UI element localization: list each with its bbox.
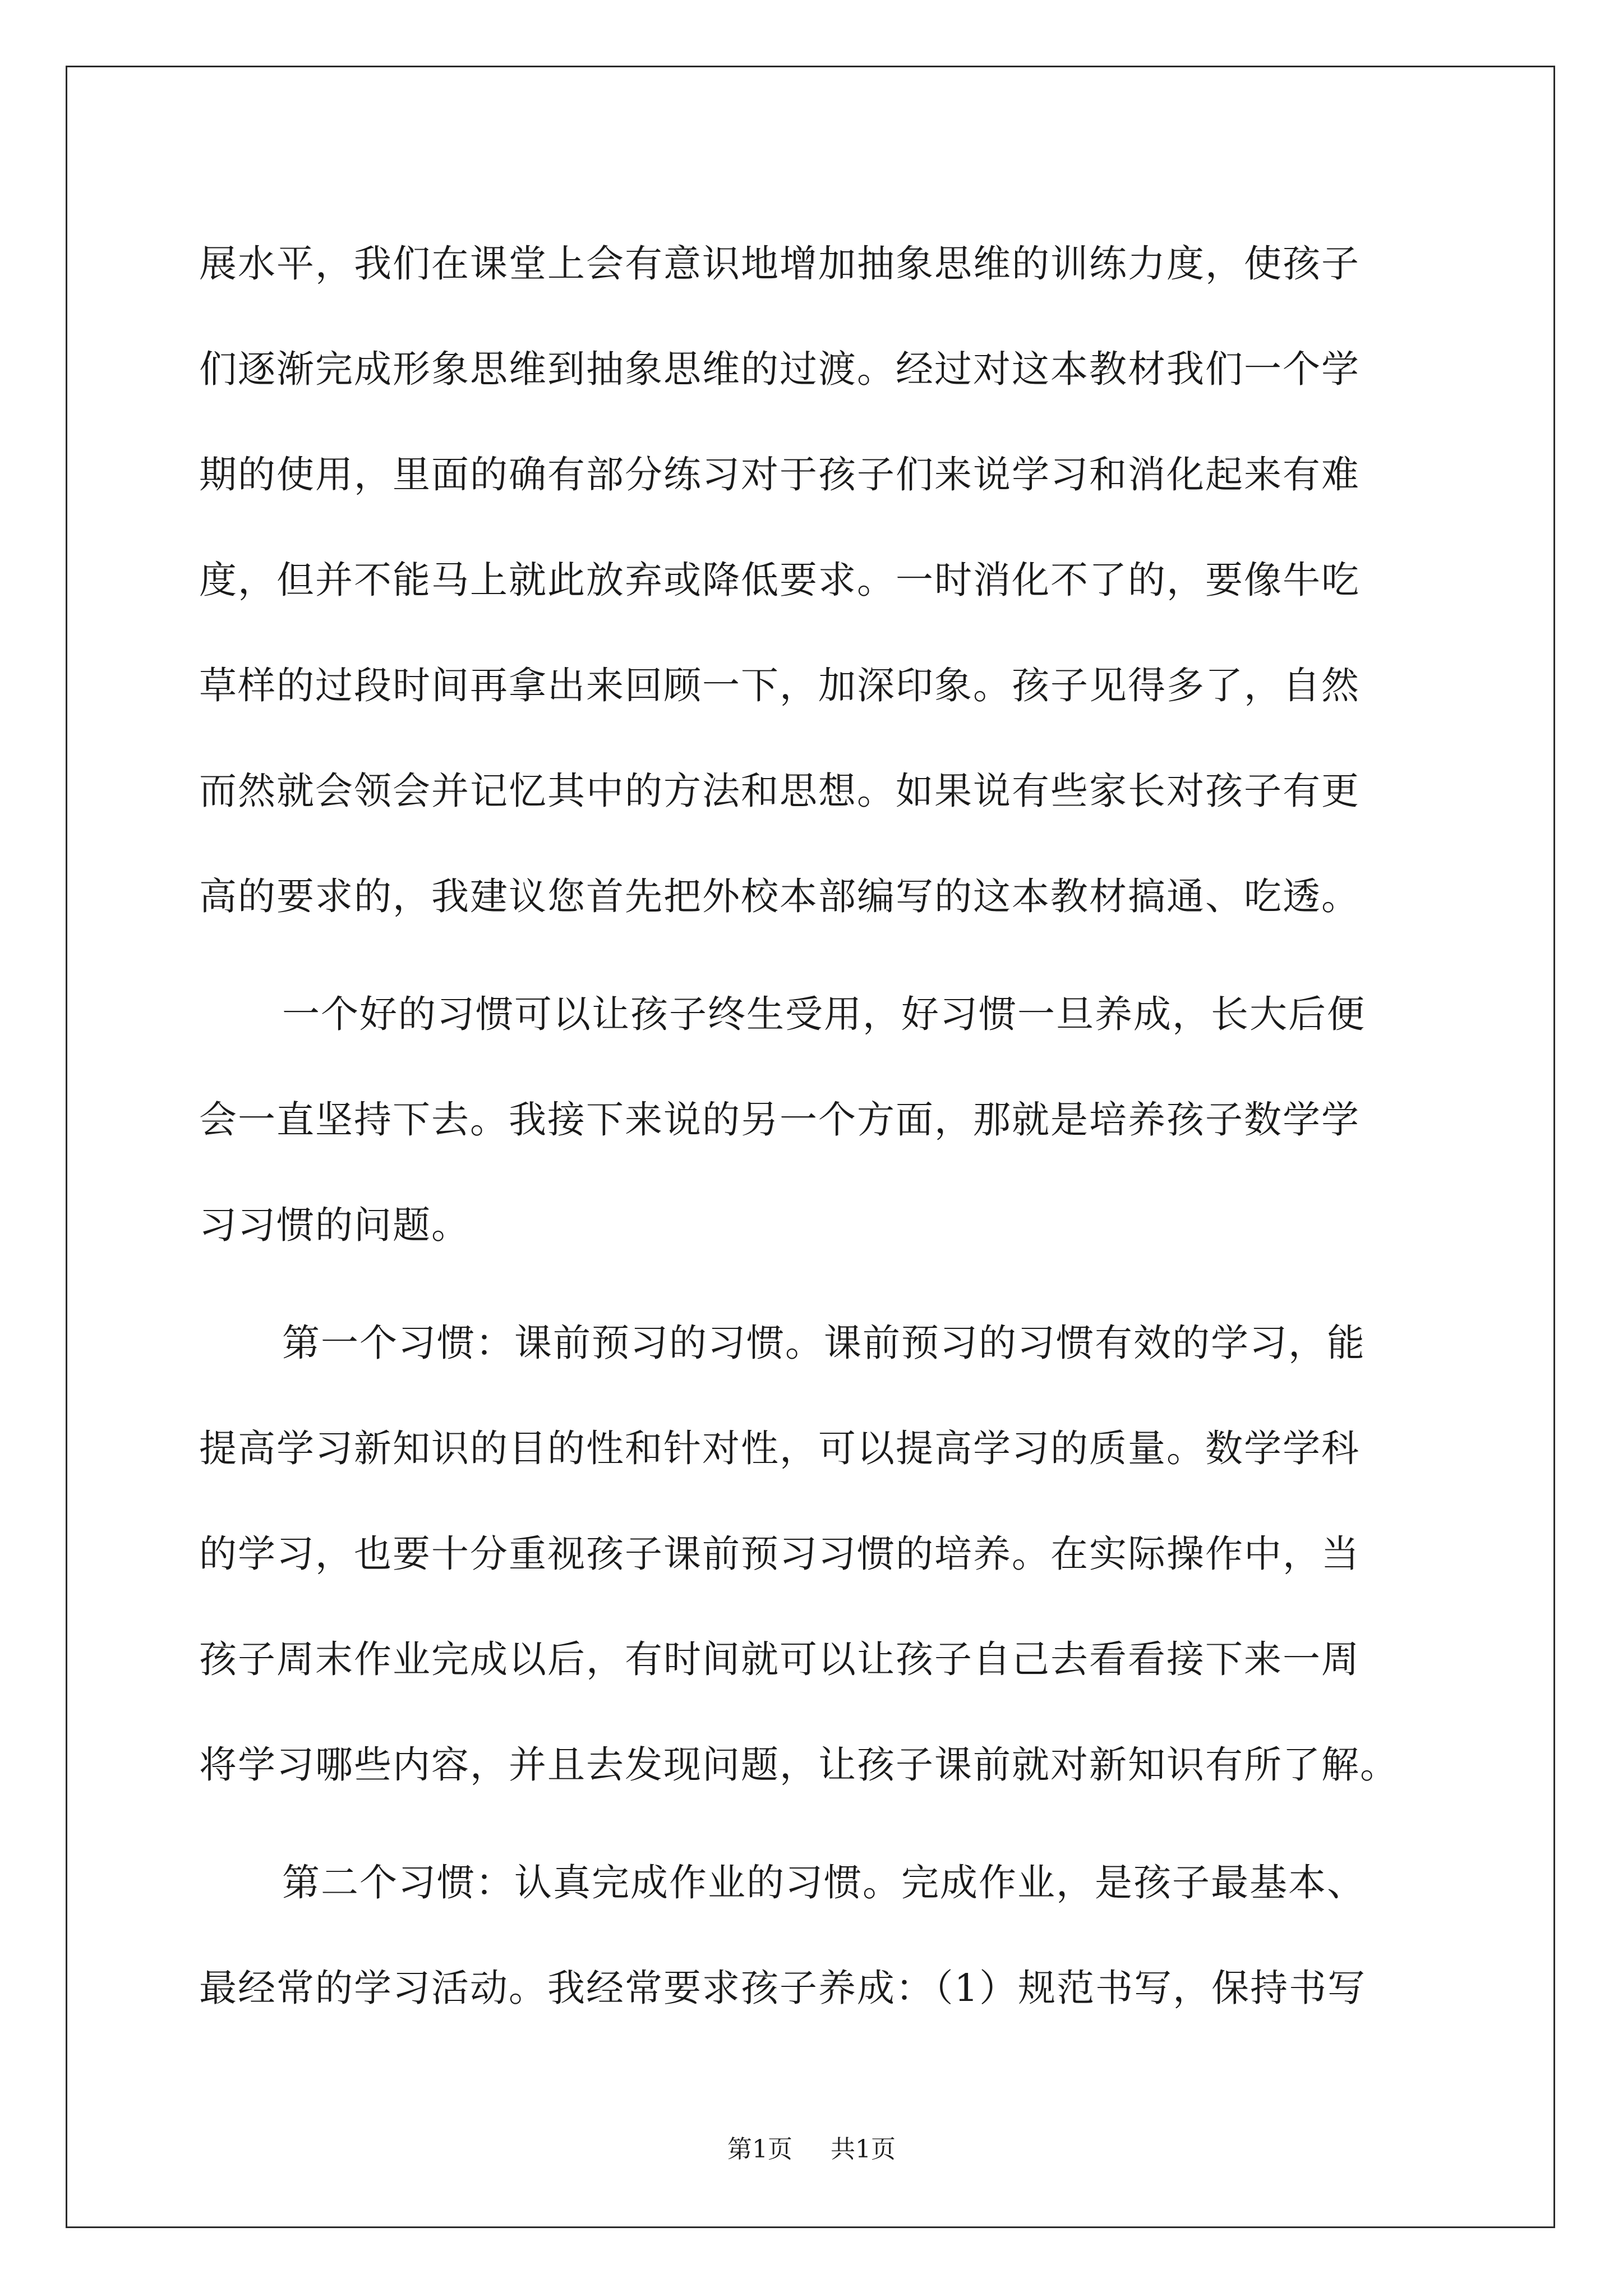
text-line: 第一个习惯：课前预习的习惯。课前预习的习惯有效的学习，能 — [282, 1321, 1366, 1365]
paragraph — [199, 961, 1438, 1278]
page-footer — [0, 2129, 1623, 2165]
text-line: 度，但并不能马上就此放弃或降低要求。一时消化不了的，要像牛吃 — [199, 558, 1360, 602]
text-line: 高的要求的，我建议您首先把外校本部编写的这本教材搞通、吃透。 — [199, 875, 1360, 918]
text-line: 最经常的学习活动。我经常要求孩子养成：（1）规范书写，保持书写 — [199, 1966, 1367, 2010]
text-line: 将学习哪些内容，并且去发现问题，让孩子课前就对新知识有所了解。 — [199, 1743, 1399, 1787]
document-body — [199, 211, 1438, 2041]
text-line: 的学习，也要十分重视孩子课前预习习惯的培养。在实际操作中，当 — [199, 1532, 1360, 1576]
text-line: 习习惯的问题。 — [199, 1203, 470, 1247]
text-line: 一个好的习惯可以让孩子终生受用，好习惯一旦养成，长大后便 — [282, 992, 1366, 1036]
text-line: 期的使用，里面的确有部分练习对于孩子们来说学习和消化起来有难 — [199, 453, 1360, 496]
page-total: 共1页 — [831, 2135, 896, 2164]
text-line: 会一直坚持下去。我接下来说的另一个方面，那就是培养孩子数学学 — [199, 1098, 1360, 1142]
text-line: 展水平，我们在课堂上会有意识地增加抽象思维的训练力度，使孩子 — [199, 242, 1360, 286]
text-line: 而然就会领会并记忆其中的方法和思想。如果说有些家长对孩子有更 — [199, 769, 1360, 813]
paragraph — [199, 1830, 1438, 2041]
text-line: 孩子周末作业完成以后，有时间就可以让孩子自己去看看接下来一周 — [199, 1637, 1360, 1681]
paragraph — [199, 1290, 1438, 1818]
paragraph — [199, 211, 1438, 949]
text-line: 第二个习惯：认真完成作业的习惯。完成作业，是孩子最基本、 — [282, 1861, 1366, 1904]
text-line: 们逐渐完成形象思维到抽象思维的过渡。经过对这本教材我们一个学 — [199, 347, 1360, 391]
page-number: 第1页 — [727, 2135, 792, 2164]
text-line: 提高学习新知识的目的性和针对性，可以提高学习的质量。数学学科 — [199, 1427, 1360, 1470]
text-line: 草样的过段时间再拿出来回顾一下，加深印象。孩子见得多了，自然 — [199, 664, 1360, 707]
